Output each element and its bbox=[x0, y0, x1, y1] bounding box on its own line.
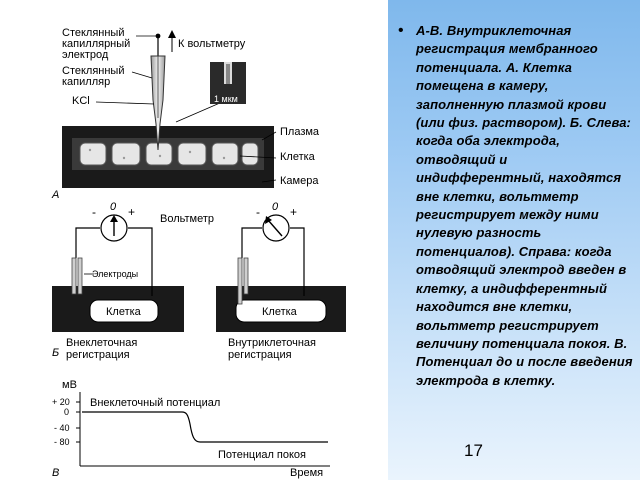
y-tick-label: 0 bbox=[64, 407, 70, 417]
right-caption-line1: Внутриклеточная bbox=[228, 337, 316, 349]
panel-a-letter: А bbox=[52, 189, 60, 201]
speckle bbox=[189, 151, 191, 153]
unit-label: мВ bbox=[62, 379, 77, 391]
left-caption-line1: Внеклеточная bbox=[66, 337, 138, 349]
pointer-line bbox=[96, 102, 154, 104]
glass-capillary-label-line2: капилляр bbox=[62, 76, 111, 88]
capillary-electrode-label-line1: Стеклянный bbox=[62, 27, 125, 39]
voltmeter-arrow-head bbox=[168, 30, 176, 38]
panel-b bbox=[52, 201, 346, 361]
speckle bbox=[223, 157, 225, 159]
right-zero-label: 0 bbox=[272, 201, 279, 213]
panel-b-letter: Б bbox=[52, 347, 60, 359]
voltmeter-arrow-label: К вольтметру bbox=[178, 38, 246, 50]
panel-c-letter: В bbox=[52, 467, 60, 479]
y-tick-label: - 80 bbox=[54, 437, 70, 447]
left-minus-label: - bbox=[92, 205, 96, 219]
speckle bbox=[89, 149, 91, 151]
left-zero-label: 0 bbox=[110, 201, 117, 213]
right-plus-label: + bbox=[290, 205, 298, 219]
page-number: 17 bbox=[464, 441, 483, 460]
inset-tip-shadow bbox=[226, 64, 230, 84]
y-tick-label: - 40 bbox=[54, 423, 70, 433]
bullet-marker: • bbox=[398, 22, 404, 39]
right-minus-label: - bbox=[256, 205, 260, 219]
kcl-label: KCl bbox=[72, 95, 90, 107]
panel-a bbox=[51, 27, 320, 201]
cell-shape bbox=[178, 143, 206, 165]
capillary-electrode-label-line3: электрод bbox=[62, 49, 109, 61]
pointer-line bbox=[132, 72, 152, 78]
extracellular-potential-label: Внеклеточный потенциал bbox=[90, 397, 221, 409]
scale-label: 1 мкм bbox=[214, 94, 238, 104]
left-plus-label: + bbox=[128, 205, 136, 219]
speckle bbox=[123, 157, 125, 159]
cell-label: Клетка bbox=[280, 151, 315, 163]
glass-capillary-label-line1: Стеклянный bbox=[62, 65, 125, 77]
cell-shape bbox=[242, 143, 258, 165]
cell-shape bbox=[212, 143, 238, 165]
right-electrode bbox=[244, 258, 248, 294]
right-caption-line2: регистрация bbox=[228, 349, 292, 361]
capillary-electrode-label-line2: капиллярный bbox=[62, 38, 131, 50]
electrode-terminal bbox=[156, 34, 161, 39]
cell-shape bbox=[112, 143, 140, 165]
electrodes-label: Электроды bbox=[92, 269, 139, 279]
plasma-label: Плазма bbox=[280, 126, 320, 138]
figure-caption-text: А-В. Внутриклеточная регистрация мембранного потенциала. А. Клетка помещена в камеру, заполненную плазмой крови (или физ. раствором). Б. Слева: когда оба электрода, отводящий и индифферентный, находятся вне клетки, вольтметр регистрирует между ними нулевую разность потенциалов). Справа: когда отводящий электрод введен в клетку, а индифферентный находится вне клетки, вольтметр регистрирует величину потенциала покоя. В. Потенциал до и после введения электрода в клетку. bbox=[416, 23, 633, 388]
voltmeter-label: Вольтметр bbox=[160, 213, 215, 225]
left-electrode bbox=[72, 258, 76, 294]
left-caption-line2: регистрация bbox=[66, 349, 130, 361]
caption-bullet-row bbox=[398, 22, 634, 390]
resting-potential-label: Потенциал покоя bbox=[218, 449, 307, 461]
cell-shape bbox=[146, 143, 172, 165]
cell-shape bbox=[80, 143, 106, 165]
right-cell-label: Клетка bbox=[262, 306, 297, 318]
time-label: Время bbox=[290, 467, 324, 479]
speckle bbox=[159, 155, 161, 157]
y-tick-label: + 20 bbox=[52, 397, 70, 407]
right-electrode bbox=[238, 258, 242, 304]
chamber-label: Камера bbox=[280, 175, 319, 187]
y-ticks bbox=[76, 402, 80, 442]
left-cell-label: Клетка bbox=[106, 306, 141, 318]
left-electrode bbox=[78, 258, 82, 294]
potential-trace bbox=[82, 412, 328, 442]
panel-c bbox=[52, 379, 330, 479]
